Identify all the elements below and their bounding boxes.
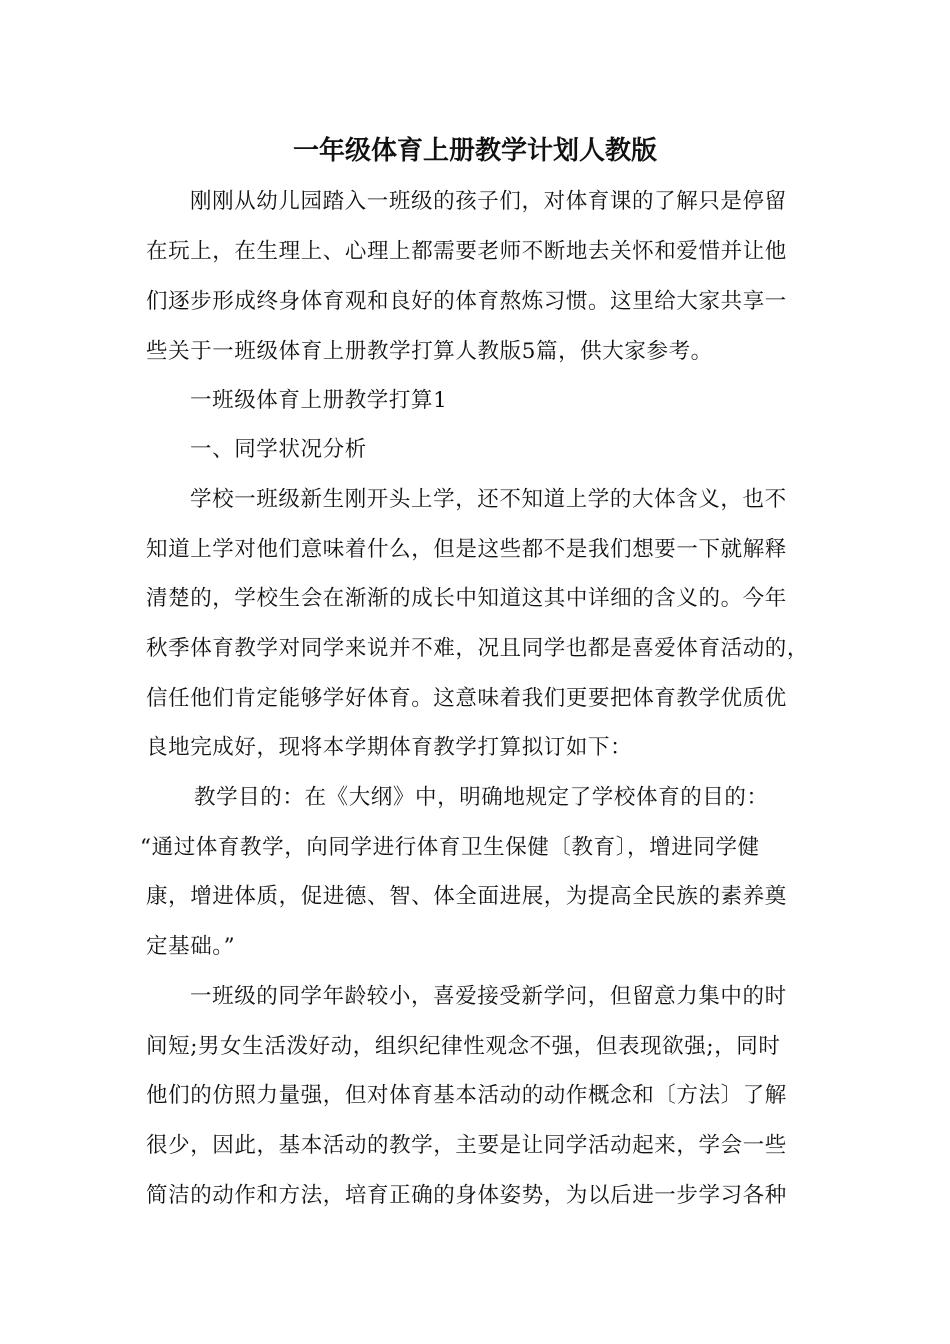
paragraph-line: “通过体育教学，向同学进行体育卫生保健〔教育〕，增进同学健: [140, 835, 760, 860]
paragraph-line: 刚刚从幼儿园踏入一班级的孩子们，对体育课的了解只是停留: [190, 189, 787, 214]
paragraph-line: 们逐步形成终身体育观和良好的体育熬炼习惯。这里给大家共享一: [146, 289, 787, 314]
paragraph-line: 清楚的，学校生会在渐渐的成长中知道这其中详细的含义的。今年: [146, 586, 787, 611]
paragraph-line: 康，增进体质，促进德、智、体全面进展，为提高全民族的素养奠: [146, 884, 787, 909]
paragraph-line: 简洁的动作和方法，培育正确的身体姿势，为以后进一步学习各种: [146, 1183, 787, 1208]
paragraph-line: 间短;男女生活泼好动，组织纪律性观念不强，但表现欲强;，同时: [146, 1034, 781, 1059]
subsection-heading: 一、同学状况分析: [190, 437, 367, 462]
paragraph-line: 教学目的：在《大纲》中，明确地规定了学校体育的目的：: [194, 785, 769, 810]
paragraph-line: 很少，因此，基本活动的教学，主要是让同学活动起来，学会一些: [146, 1133, 787, 1158]
paragraph-line: 定基础。”: [146, 934, 236, 959]
paragraph-line: 知道上学对他们意味着什么，但是这些都不是我们想要一下就解释: [146, 537, 787, 562]
paragraph-line: 良地完成好，现将本学期体育教学打算拟订如下：: [146, 735, 633, 760]
paragraph-line: 他们的仿照力量强，但对体育基本活动的动作概念和〔方法〕了解: [146, 1083, 787, 1108]
document-title: 一年级体育上册教学计划人教版: [292, 136, 657, 166]
paragraph-line: 在玩上，在生理上、心理上都需要老师不断地去关怀和爱惜并让他: [146, 239, 787, 264]
paragraph-line: 一班级的同学年龄较小，喜爱接受新学问，但留意力集中的时: [190, 984, 787, 1009]
paragraph-line: 信任他们肯定能够学好体育。这意味着我们更要把体育教学优质优: [146, 686, 787, 711]
paragraph-line: 秋季体育教学对同学来说并不难，况且同学也都是喜爱体育活动的，: [146, 636, 810, 661]
section-heading: 一班级体育上册教学打算1: [190, 388, 448, 413]
paragraph-line: 些关于一班级体育上册教学打算人教版5篇，供大家参考。: [146, 339, 713, 364]
paragraph-line: 学校一班级新生刚开头上学，还不知道上学的大体含义，也不: [190, 487, 787, 512]
